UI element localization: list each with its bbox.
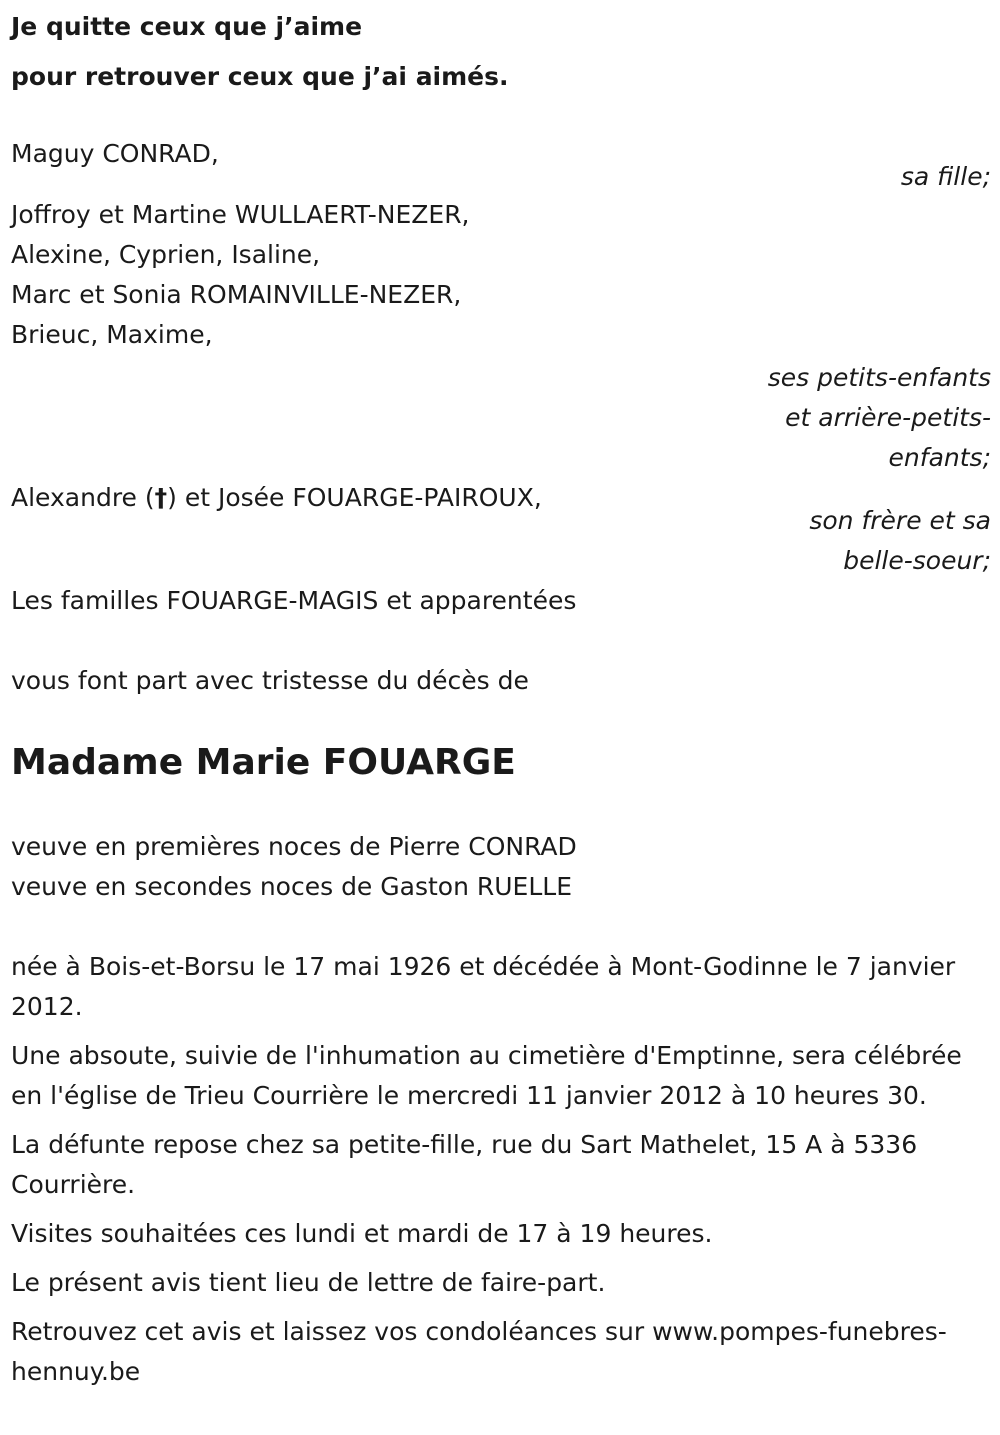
announcement [11, 661, 991, 701]
relation-role: sa fille; [900, 162, 991, 191]
detail-notice: Le présent avis tient lieu de lettre de faire-part. [11, 1268, 606, 1297]
family-name-line: Les familles FOUARGE-MAGIS et apparentées [11, 586, 577, 615]
family-others [11, 581, 991, 621]
family-sibling [11, 478, 991, 581]
family-name-line: Joffroy et Martine WULLAERT-NEZER, [11, 200, 470, 229]
deceased-name-block [11, 738, 991, 788]
widow-info [11, 827, 991, 907]
widow-line: veuve en secondes noces de Gaston RUELLE [11, 872, 572, 901]
family-grandchildren [11, 195, 991, 478]
family-name-line: Maguy CONRAD, [11, 139, 219, 168]
opening-quote [11, 2, 991, 102]
detail-resting-place: La défunte repose chez sa petite-fille, rue du Sart Mathelet, 15 A à 5336 Courrière. [11, 1130, 918, 1199]
family-name-line: Alexine, Cyprien, Isaline, [11, 240, 321, 269]
relation-role: enfants; [888, 443, 991, 472]
detail-visits: Visites souhaitées ces lundi et mardi de 17 à 19 heures. [11, 1219, 713, 1248]
family-daughter [11, 134, 991, 197]
cross-icon: † [154, 483, 168, 512]
detail-ceremony: Une absoute, suivie de l'inhumation au cimetière d'Emptinne, sera célébrée en l'église de Trieu Courrière le mercredi 11 janvier 2012 à 10 heures 30. [11, 1041, 962, 1110]
details [11, 947, 971, 1392]
relation-role: belle-soeur; [843, 546, 991, 575]
detail-website: Retrouvez cet avis et laissez vos condoléances sur www.pompes-funebres-hennuy.be [11, 1317, 947, 1386]
quote-line-1: Je quitte ceux que j’aime [11, 12, 363, 41]
family-name-line: Marc et Sonia ROMAINVILLE-NEZER, [11, 280, 462, 309]
quote-line-2: pour retrouver ceux que j’ai aimés. [11, 62, 509, 91]
widow-line: veuve en premières noces de Pierre CONRAD [11, 832, 577, 861]
relation-role: son frère et sa [809, 506, 991, 535]
family-name-line: Brieuc, Maxime, [11, 320, 213, 349]
announcement-text: vous font part avec tristesse du décès de [11, 666, 529, 695]
obituary-notice [11, 0, 991, 1392]
detail-birth-death: née à Bois-et-Borsu le 17 mai 1926 et décédée à Mont-Godinne le 7 janvier 2012. [11, 952, 956, 1021]
relation-role: ses petits-enfants [767, 363, 991, 392]
deceased-name: Madame Marie FOUARGE [11, 742, 516, 783]
sibling-name-part: ) et Josée FOUARGE-PAIROUX, [167, 483, 542, 512]
relation-role: et arrière-petits- [785, 403, 991, 432]
sibling-name-part: Alexandre ( [11, 483, 155, 512]
